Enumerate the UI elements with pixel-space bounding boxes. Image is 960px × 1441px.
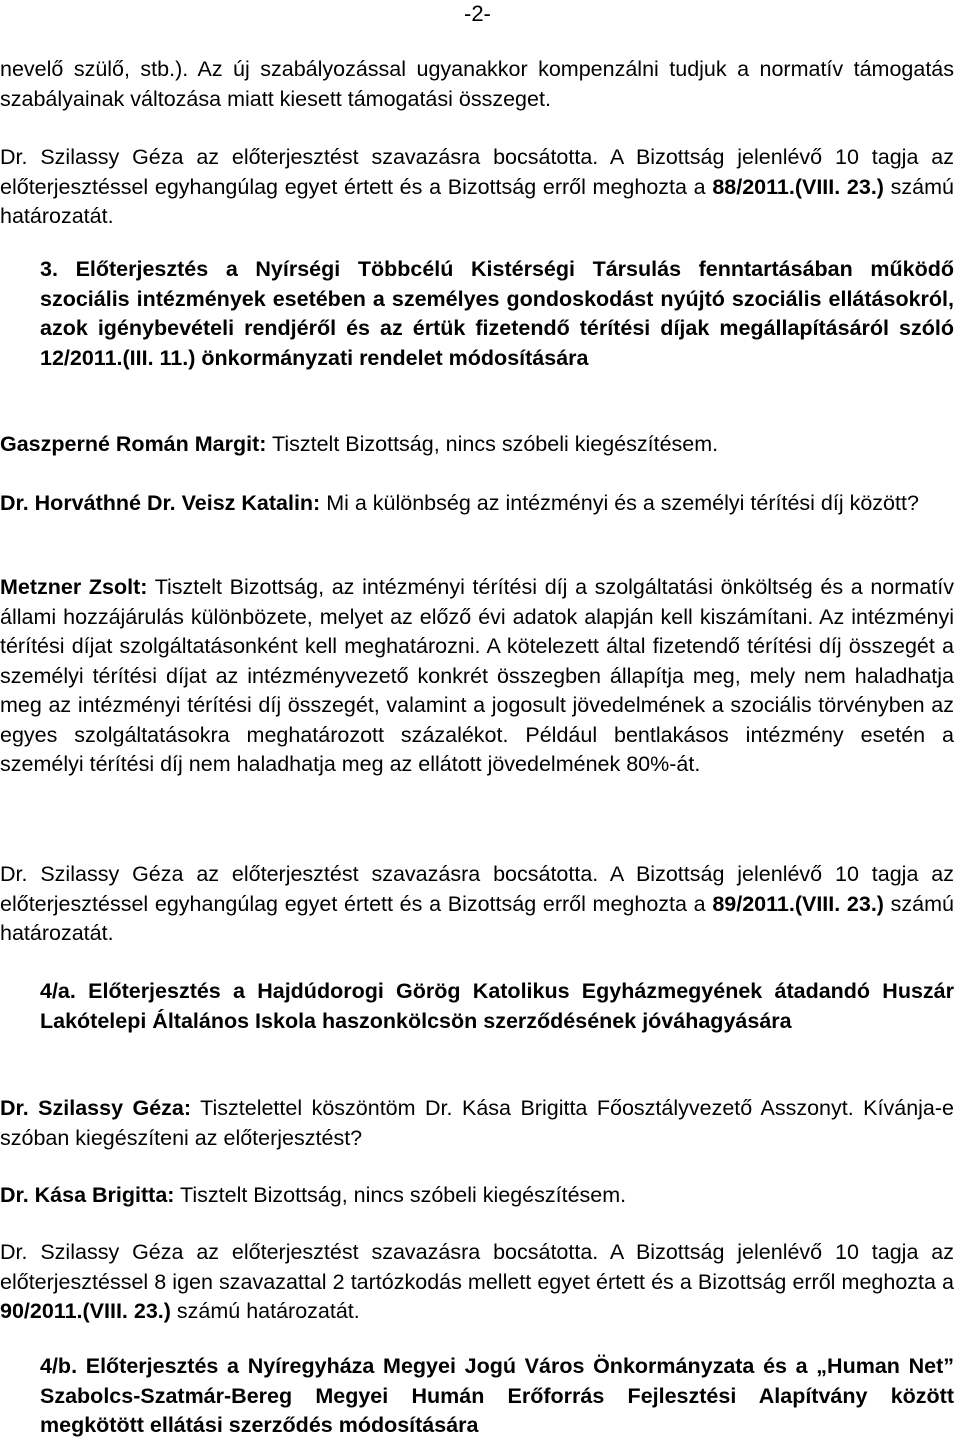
statement-text: Tisztelt Bizottság, az intézményi térítési díj a szolgáltatási önköltség és a normatív állami hozzájárulás különbözete, melyet az előző évi adatok alapján kell kiszámítani. Az intézményi térítési díjat szolgáltatásonként kell meghatározni. A kötelezett által fizetendő térítési díj összegét a személyi térítési díjat az intézményvezető konkrét összegben állapítja meg, mely nem haladhatja meg az intézményi térítési díj összegét, valamint a jogosult jövedelmének a szociális törvényben az egyes szolgáltatásokra meghatározott százalékot. Például bentlakásos intézmény esetén a személyi térítési díj nem haladhatja meg az ellátott jövedelmének 80%-át. [0,575,954,776]
resolution-number: 89/2011.(VIII. 23.) [712,891,884,916]
agenda-item-3 [0,255,954,373]
agenda-item-title: Előterjesztés a Nyíregyháza Megyei Jogú Város Önkormányzata és a „Human Net” Szabolcs-Szatmár-Bereg Megyei Humán Erőforrás Fejlesztési Alapítvány között megkötött ellátási szerződés módosítására [40,1354,954,1437]
statement-text: Mi a különbség az intézményi és a személyi térítési díj között? [320,491,919,515]
vote-text: Dr. Szilassy Géza az előterjesztést szavazásra bocsátotta. A Bizottság jelenlévő 10 tagja az előterjesztéssel 8 igen szavazattal 2 tartózkodás mellett egyet értett és a Bizottság erről meghozta a [0,1240,954,1294]
vote-paragraph-3 [0,1238,954,1327]
vote-paragraph-1 [0,143,954,232]
vote-text: Dr. Szilassy Géza az előterjesztést szavazásra bocsátotta. A Bizottság jelenlévő 10 tagja az előterjesztéssel egyhangúlag egyet értett és a Bizottság erről meghozta a [0,145,954,199]
statement-veisz [0,489,954,519]
statement-text: Tisztelt Bizottság, nincs szóbeli kiegészítésem. [266,432,719,456]
statement-szilassy [0,1094,954,1153]
agenda-item-4a [0,977,954,1036]
speaker-name: Dr. Horváthné Dr. Veisz Katalin: [0,491,321,515]
intro-paragraph [0,55,954,114]
vote-suffix: számú határozatát. [170,1299,360,1323]
statement-text: Tisztelt Bizottság, nincs szóbeli kiegészítésem. [174,1183,627,1207]
vote-paragraph-2 [0,860,954,949]
speaker-name: Dr. Szilassy Géza: [0,1096,192,1120]
vote-text: Dr. Szilassy Géza az előterjesztést szavazásra bocsátotta. A Bizottság jelenlévő 10 tagja az előterjesztéssel egyhangúlag egyet értett és a Bizottság erről meghozta a [0,862,954,916]
agenda-item-number: 4/a. [40,979,76,1003]
agenda-item-number: 3. [40,257,58,281]
speaker-name: Metzner Zsolt: [0,575,148,599]
statement-kasa [0,1181,954,1211]
statement-text: Tisztelettel köszöntöm Dr. Kása Brigitta Főosztályvezető Asszonyt. Kívánja-e szóban kiegészíteni az előterjesztést? [0,1096,955,1150]
agenda-item-4b [0,1352,954,1441]
vote-suffix: számú határozatát. [0,174,954,228]
statement-metzner [0,573,954,780]
agenda-item-number: 4/b. [40,1354,78,1378]
intro-text: nevelő szülő, stb.). Az új szabályozással ugyanakkor kompenzálni tudjuk a normatív támogatás szabályainak változása miatt kiesett támogatási összeget. [0,57,954,111]
agenda-item-title: Előterjesztés a Nyírségi Többcélú Kistérségi Társulás fenntartásában működő szociális intézmények esetében a személyes gondoskodást nyújtó szociális ellátásokról, azok igénybevételi rendjéről és az értük fizetendő térítési díjak megállapításáról szóló 12/2011.(III. 11.) önkormányzati rendelet módosítására [40,257,954,370]
agenda-item-title: Előterjesztés a Hajdúdorogi Görög Katolikus Egyházmegyének átadandó Huszár Lakótelepi Általános Iskola haszonkölcsön szerződésének jóváhagyására [40,979,954,1033]
speaker-name: Gaszperné Román Margit: [0,432,267,456]
resolution-number: 90/2011.(VIII. 23.) [0,1299,171,1323]
page-number: -2- [464,1,491,26]
vote-suffix: számú határozatát. [0,891,954,945]
statement-gaszperne [0,430,954,460]
resolution-number: 88/2011.(VIII. 23.) [712,174,884,199]
speaker-name: Dr. Kása Brigitta: [0,1183,175,1207]
